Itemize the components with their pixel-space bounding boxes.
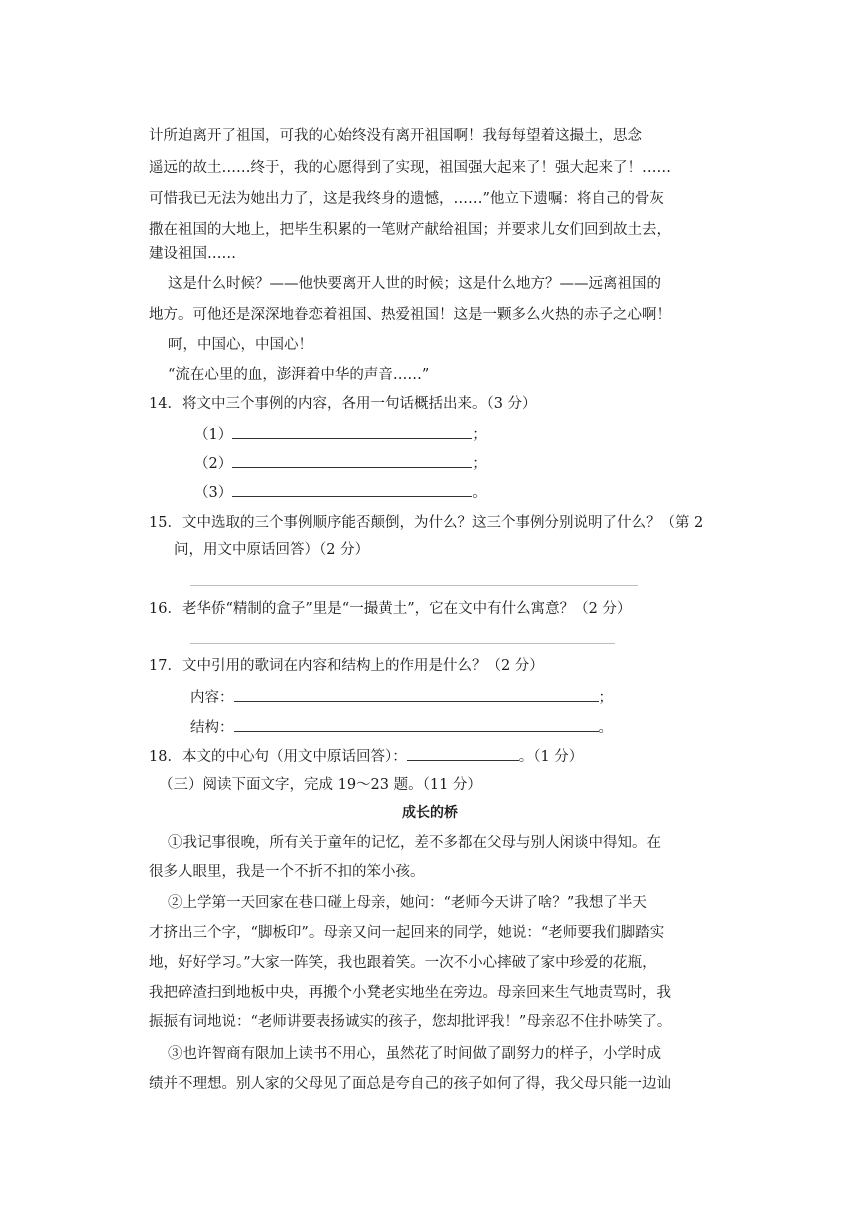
passage-line: 绩并不理想。别人家的父母见了面总是夸自己的孩子如何了得，我父母只能一边讪 [149, 1076, 671, 1092]
q17-structure-end: 。 [598, 720, 613, 736]
passage-line: 振振有词地说：“老师讲要表扬诚实的孩子，您却批评我！”母亲忍不住扑哧笑了。 [149, 1014, 672, 1030]
passage-line: 建设祖国…… [149, 246, 236, 262]
passage-line: 很多人眼里，我是一个不折不扣的笨小孩。 [149, 864, 425, 880]
q14-item-end: ； [472, 456, 487, 472]
question-16: 16．老华侨“精制的盒子”里是“一撮黄土”，它在文中有什么寓意？（2 分） [149, 601, 632, 617]
passage-line: 地，好好学习。”大家一阵笑，我也跟着笑。一次不小心摔破了家中珍爱的花瓶， [149, 955, 657, 971]
q17-content-label: 内容： [190, 690, 234, 706]
passage-title: 成长的桥 [402, 805, 458, 821]
passage-line: ①我记事很晚，所有关于童年的记忆，差不多都在父母与别人闲谈中得知。在 [168, 835, 661, 851]
passage-line: 才挤出三个字，“脚板印”。母亲又问一起回来的同学，她说：“老师要我们脚踏实 [149, 925, 665, 941]
passage-line: ②上学第一天回家在巷口碰上母亲，她问：“老师今天讲了啥？”我想了半天 [168, 895, 647, 911]
passage-line: 地方。可他还是深深地眷恋着祖国、热爱祖国！这是一颗多么火热的赤子之心啊！ [149, 307, 671, 323]
passage-line: 这是什么时候？——他快要离开人世的时候；这是什么地方？——远离祖国的 [168, 276, 661, 292]
section-header: （三）阅读下面文字，完成 19～23 题。（11 分） [159, 777, 482, 793]
answer-blank[interactable] [234, 717, 599, 732]
q17-content [190, 687, 613, 708]
answer-blank[interactable] [232, 453, 472, 468]
answer-blank[interactable] [234, 687, 599, 702]
passage-line: 可惜我已无法为她出力了，这是我终身的遗憾，……”他立下遗嘱：将自己的骨灰 [149, 191, 664, 207]
passage-line: 撒在祖国的大地上，把毕生积累的一笔财产献给祖国；并要求儿女们回到故土去， [149, 222, 671, 238]
q14-item-label: （1） [194, 427, 233, 443]
answer-line[interactable] [190, 585, 638, 586]
answer-line[interactable] [190, 643, 615, 644]
q14-item-end: ； [472, 427, 487, 443]
passage-line: 计所迫离开了祖国，可我的心始终没有离开祖国啊！我每每望着这撮土，思念 [149, 128, 642, 144]
q17-structure-label: 结构： [190, 720, 234, 736]
question-15: 15．文中选取的三个事例顺序能否颠倒，为什么？这三个事例分别说明了什么？（第 2 [149, 515, 704, 531]
question-14: 14．将文中三个事例的内容，各用一句话概括出来。（3 分） [149, 396, 537, 412]
answer-blank[interactable] [232, 424, 472, 439]
q14-item-3 [194, 482, 487, 503]
q14-item-label: （2） [194, 456, 233, 472]
q14-item-1 [194, 424, 487, 445]
answer-blank[interactable] [232, 482, 472, 497]
passage-line: ③也许智商有限加上读书不用心，虽然花了时间做了副努力的样子，小学时成 [168, 1046, 661, 1062]
q14-item-2 [194, 453, 487, 474]
q18-prefix: 18．本文的中心句（用文中原话回答）： [149, 749, 407, 765]
passage-line: 遥远的故土……终于，我的心愿得到了实现，祖国强大起来了！强大起来了！…… [149, 160, 671, 176]
question-18 [149, 746, 583, 767]
lyric-line: “流在心里的血，澎湃着中华的声音……” [168, 367, 430, 383]
q17-structure [190, 717, 613, 738]
question-17: 17．文中引用的歌词在内容和结构上的作用是什么？（2 分） [149, 658, 544, 674]
passage-line: 我把碎渣扫到地板中央，再搬个小凳老实地坐在旁边。母亲回来生气地责骂时，我 [149, 985, 671, 1001]
q18-suffix: 。（1 分） [518, 749, 584, 765]
question-15-cont: 问，用文中原话回答）（2 分） [174, 542, 370, 558]
q14-item-end: 。 [472, 485, 487, 501]
exclamation-line: 呵，中国心，中国心！ [168, 337, 313, 353]
q17-content-end: ； [598, 690, 613, 706]
q14-item-label: （3） [194, 485, 233, 501]
answer-blank[interactable] [407, 746, 519, 761]
